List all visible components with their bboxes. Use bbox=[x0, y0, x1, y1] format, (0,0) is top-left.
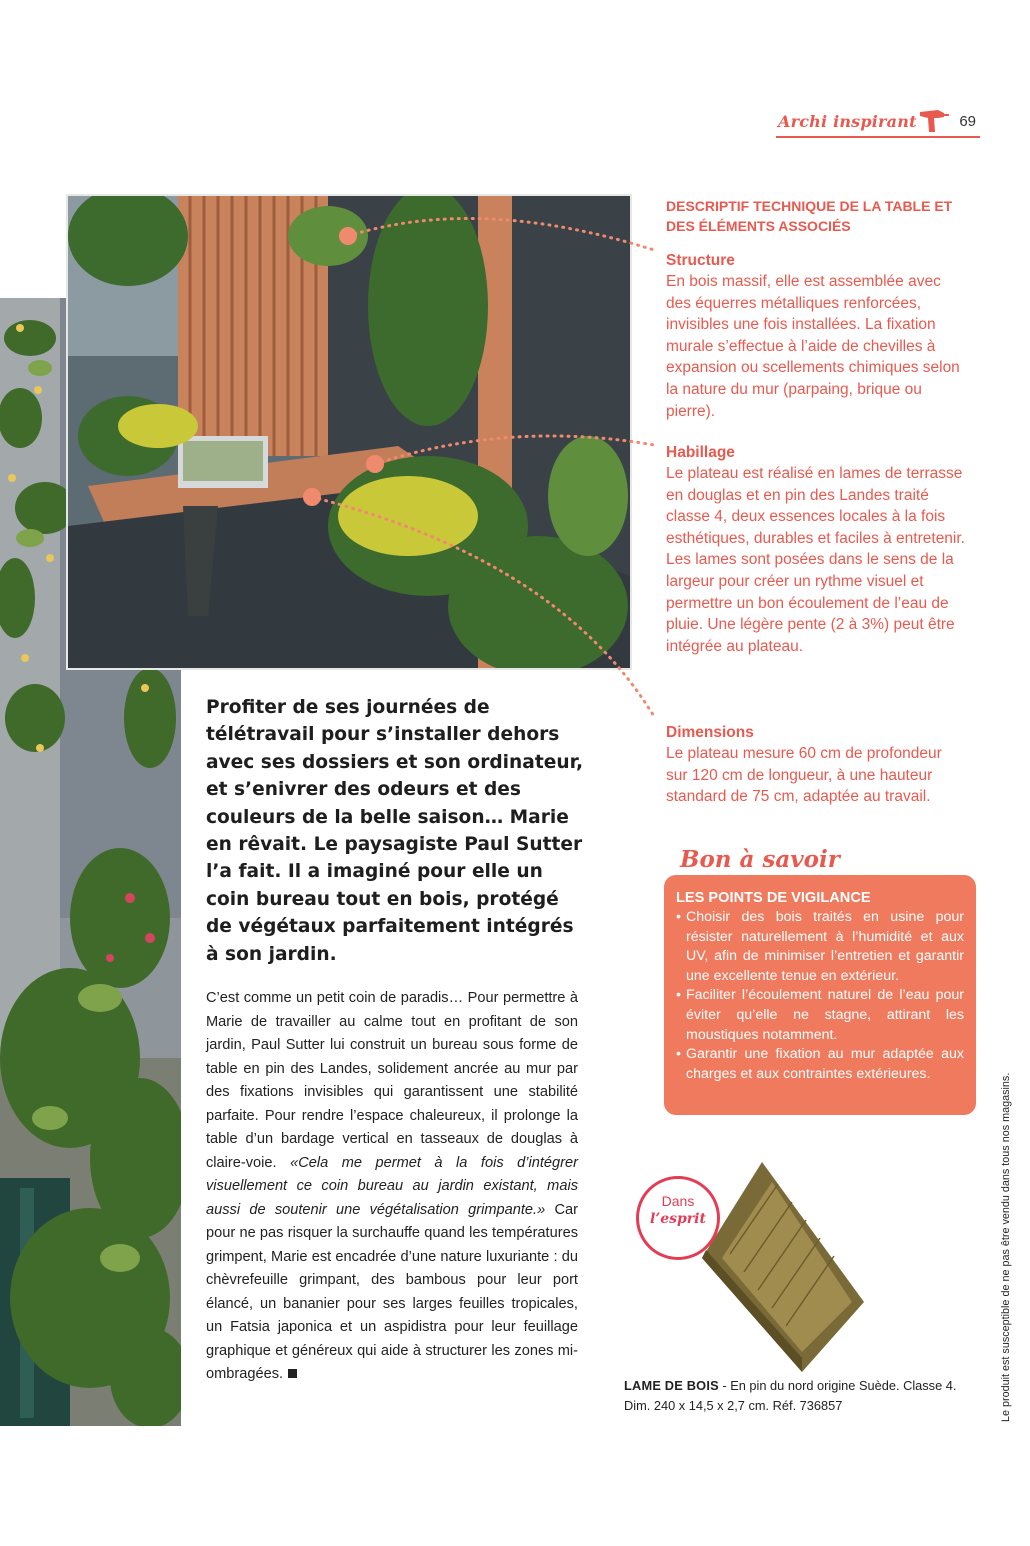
bon-a-savoir-box bbox=[664, 875, 976, 1115]
product-name: LAME DE BOIS bbox=[624, 1378, 719, 1393]
habillage-heading: Habillage bbox=[666, 444, 735, 461]
habillage-text: Le plateau est réalisé en lames de terrasse en douglas et en pin des Landes traité classe 4, deux essences locales à la fois esthétiques, durables et faciles à entretenir. Les lames sont posées dans le sens de la largeur pour créer un rythme visuel et permettre un bon écoulement de l’eau de pluie. Une légère pente (2 à 3%) peut être intégrée au plateau. bbox=[666, 465, 965, 655]
product-description: - En pin du nord origine Suède. Classe 4. bbox=[718, 1378, 957, 1393]
vigilance-item: • Faciliter l’écoulement naturel de l’eau pour éviter qu’elle ne stagne, attirant les moustiques notamment. bbox=[676, 986, 964, 1045]
header-rule bbox=[776, 136, 980, 138]
bon-a-savoir-title: Bon à savoir bbox=[680, 846, 840, 873]
body-quote: «Cela me permet à la fois d’intégrer visuellement ce coin bureau au jardin existant, mais aussi de soutenir une végétalisation grimpante.» bbox=[206, 1154, 578, 1218]
structure-block bbox=[666, 250, 966, 422]
article-body bbox=[206, 987, 578, 1387]
product-dimensions: Dim. 240 x 14,5 x 2,7 cm. bbox=[624, 1398, 770, 1413]
drill-icon bbox=[918, 104, 950, 134]
vigilance-list bbox=[676, 908, 964, 1084]
garden-office-render bbox=[66, 194, 632, 670]
end-mark bbox=[288, 1369, 297, 1378]
habillage-block bbox=[666, 442, 966, 657]
technical-description bbox=[666, 196, 966, 806]
product-caption bbox=[624, 1376, 974, 1416]
section-title: Archi inspirant bbox=[778, 112, 917, 131]
dimensions-block bbox=[666, 722, 966, 808]
body-text-part1: C’est comme un petit coin de paradis… Pour permettre à Marie de travailler au calme tout en profitant de son jardin, Paul Sutter lui construit un bureau sous forme de table en pin des Landes, solidement ancrée au mur par des fixations invisibles qui garantissent une stabilité parfaite. Pour rendre l’espace chaleureux, il prolonge la table d’un bardage vertical en tasseaux de douglas à claire-voie. bbox=[206, 990, 578, 1171]
vigilance-heading: LES POINTS DE VIGILANCE bbox=[676, 890, 871, 906]
structure-heading: Structure bbox=[666, 252, 735, 269]
dimensions-text: Le plateau mesure 60 cm de profondeur sur 120 cm de longueur, à une hauteur standard de 75 cm, adaptée au travail. bbox=[666, 745, 942, 806]
badge-line1: Dans bbox=[661, 1193, 695, 1209]
page-header bbox=[776, 104, 980, 138]
body-text-part2: Car pour ne pas risquer la surchauffe quand les températures grimpent, Marie est encadrée d’une nature luxuriante : du chèvrefeuille grimpant, des bambous pour leur port élancé, un bananier pour ses larges feuilles tropicales, un Fatsia japonica et un aspidistra pour leur feuillage graphique et généreux qui aide à structurer les zones mi-ombragées. bbox=[206, 1201, 578, 1382]
dimensions-heading: Dimensions bbox=[666, 724, 754, 741]
page-number: 69 bbox=[959, 113, 976, 130]
lead-paragraph: Profiter de ses journées de télétravail pour s’installer dehors avec ses dossiers et son ordinateur, et s’enivrer des odeurs et des couleurs de la belle saison… Marie en rêvait. Le paysagiste Paul Sutter l’a fait. Il a imaginé pour elle un coin bureau tout en bois, protégé de végétaux parfaitement intégrés à son jardin. bbox=[206, 697, 584, 965]
wood-plank-product-image bbox=[692, 1162, 864, 1372]
technical-title: DESCRIPTIF TECHNIQUE DE LA TABLE ET DES ÉLÉMENTS ASSOCIÉS bbox=[666, 198, 953, 234]
vigilance-item: • Garantir une fixation au mur adaptée aux charges et aux contraintes extérieures. bbox=[676, 1045, 964, 1084]
availability-disclaimer: Le produit est susceptible de ne pas être vendu dans tous nos magasins. bbox=[1000, 1072, 1012, 1422]
structure-text: En bois massif, elle est assemblée avec des équerres métalliques renforcées, invisibles une fois installées. La fixation murale s’effectue à l’aide de chevilles à expansion ou scellements chimiques selon la nature du mur (parpaing, brique ou pierre). bbox=[666, 273, 960, 420]
vigilance-item: • Choisir des bois traités en usine pour résister naturellement à l’humidité et aux UV, afin de minimiser l’entretien et garantir une excellente tenue en extérieur. bbox=[676, 908, 964, 986]
badge-line2: l’esprit bbox=[650, 1211, 706, 1227]
dans-esprit-badge bbox=[636, 1176, 720, 1260]
product-reference: Réf. 736857 bbox=[769, 1398, 843, 1413]
